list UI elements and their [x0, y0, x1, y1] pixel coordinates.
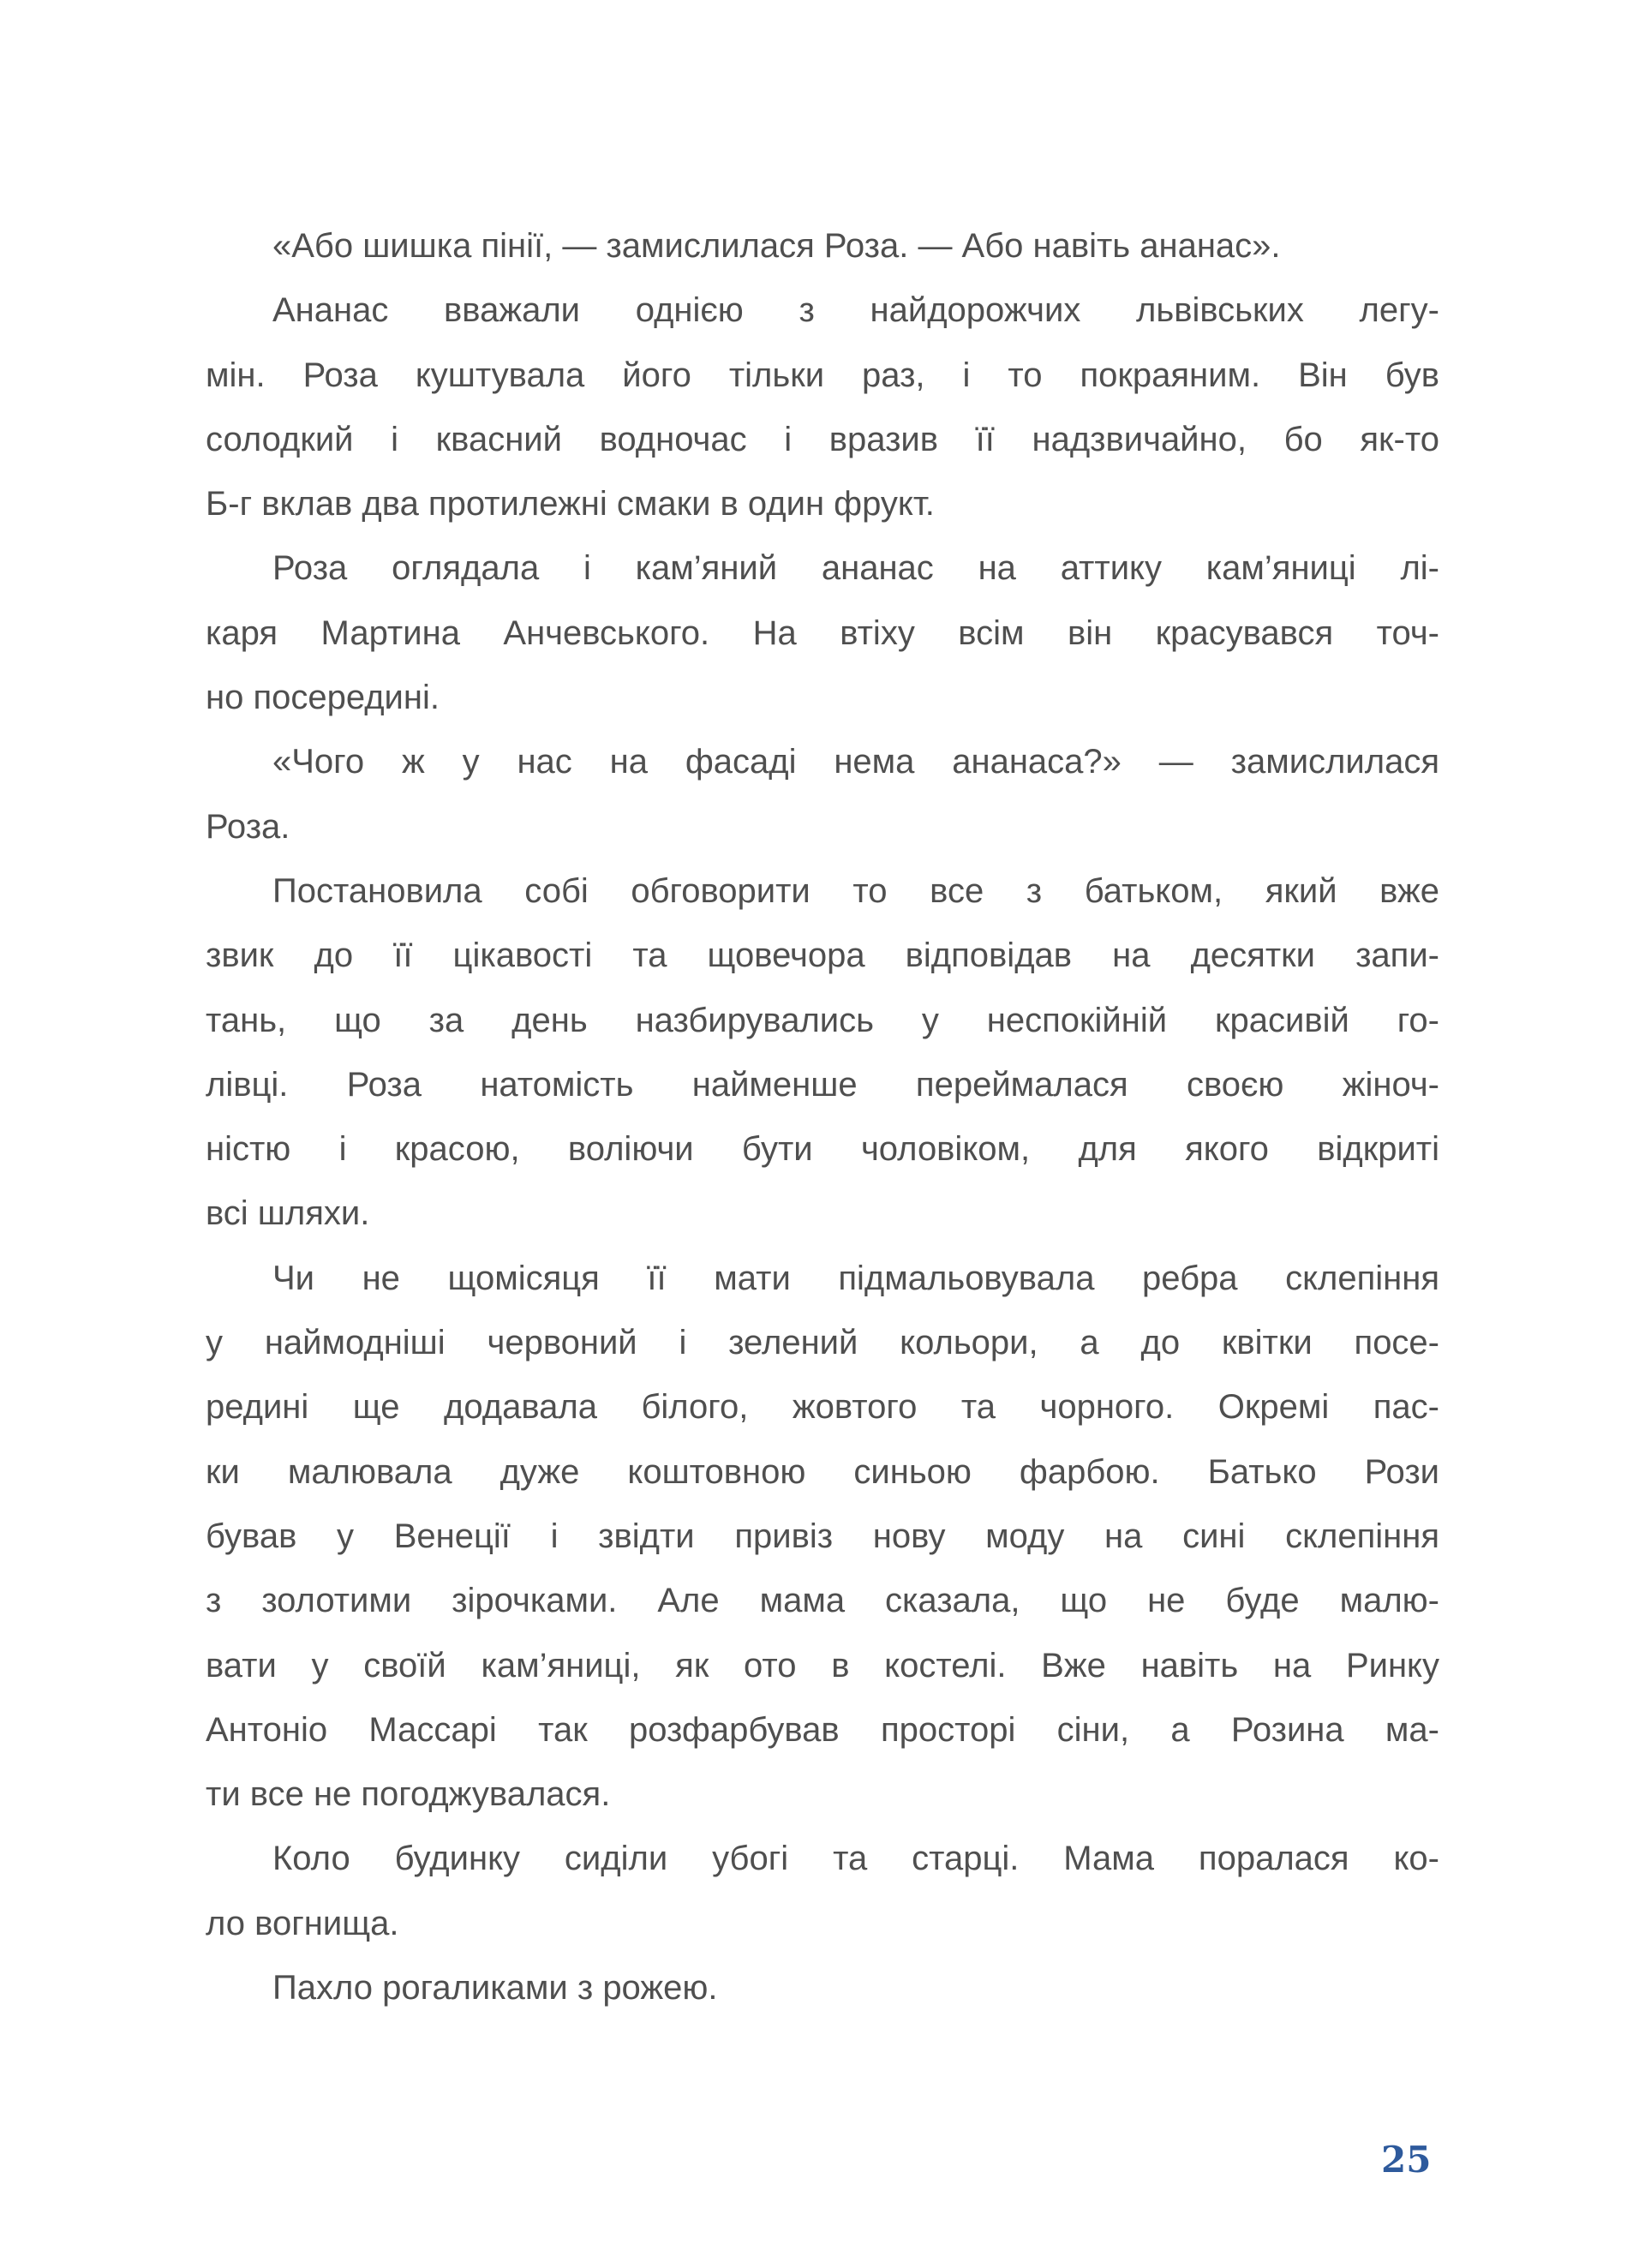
- text-line: Коло будинку сиділи убогі та старці. Мама поралася ко-: [272, 1840, 1439, 1878]
- body-text: [206, 214, 1439, 2020]
- text-line: ти все не погоджувалася.: [206, 1775, 611, 1814]
- text-line: но посередині.: [206, 679, 440, 717]
- text-line: мін. Роза куштувала його тільки раз, і то покраяним. Він був: [206, 356, 1439, 394]
- text-line: Постановила собі обговорити то все з батьком, який вже: [272, 871, 1439, 910]
- text-line: всі шляхи.: [206, 1194, 370, 1233]
- text-line: Б-г вклав два протилежні смаки в один фрукт.: [206, 485, 935, 524]
- text-line: Ананас вважали однією з найдорожчих львівських легу-: [272, 291, 1439, 330]
- text-line: у наймодніші червоний і зелений кольори, а до квітки посе-: [206, 1324, 1439, 1362]
- text-line: Роза.: [206, 807, 290, 846]
- text-line: «Чого ж у нас на фасаді нема ананаса?» — замислилася: [272, 743, 1439, 781]
- text-line: солодкий і квасний водночас і вразив її надзвичайно, бо як-то: [206, 420, 1439, 458]
- text-line: вати у своїй кам’яниці, як ото в костелі. Вже навіть на Ринку: [206, 1646, 1439, 1685]
- page-number: 25: [1381, 2139, 1432, 2181]
- text-line: тань, що за день назбирувались у неспокійній красивій го-: [206, 1001, 1439, 1039]
- text-line: редині ще додавала білого, жовтого та чорного. Окремі пас-: [206, 1388, 1439, 1427]
- text-line: Роза оглядала і кам’яний ананас на аттику кам’яниці лі-: [272, 549, 1439, 588]
- text-line: звик до її цікавості та щовечора відповідав на десятки запи-: [206, 937, 1439, 975]
- text-line: з золотими зірочками. Але мама сказала, що не буде малю-: [206, 1582, 1439, 1620]
- text-line: Чи не щомісяця її мати підмальовувала ребра склепіння: [272, 1259, 1439, 1297]
- text-line: Антоніо Массарі так розфарбував просторі сіни, а Розина ма-: [206, 1710, 1439, 1749]
- text-line: Пахло рогаликами з рожею.: [272, 1969, 718, 2008]
- text-line: ло вогнища.: [206, 1904, 399, 1942]
- text-line: бував у Венеції і звідти привіз нову моду на сині склепіння: [206, 1517, 1439, 1555]
- text-line: лівці. Роза натомість найменше переймалася своєю жіноч-: [206, 1065, 1439, 1104]
- text-line: ністю і красою, воліючи бути чоловіком, для якого відкриті: [206, 1130, 1439, 1169]
- text-line: каря Мартина Анчевського. На втіху всім він красувався точ-: [206, 613, 1439, 652]
- text-line: ки малювала дуже коштовною синьою фарбою. Батько Рози: [206, 1452, 1439, 1491]
- text-line: «Або шишка пінії, — замислилася Роза. — Або навіть ананас».: [272, 227, 1281, 265]
